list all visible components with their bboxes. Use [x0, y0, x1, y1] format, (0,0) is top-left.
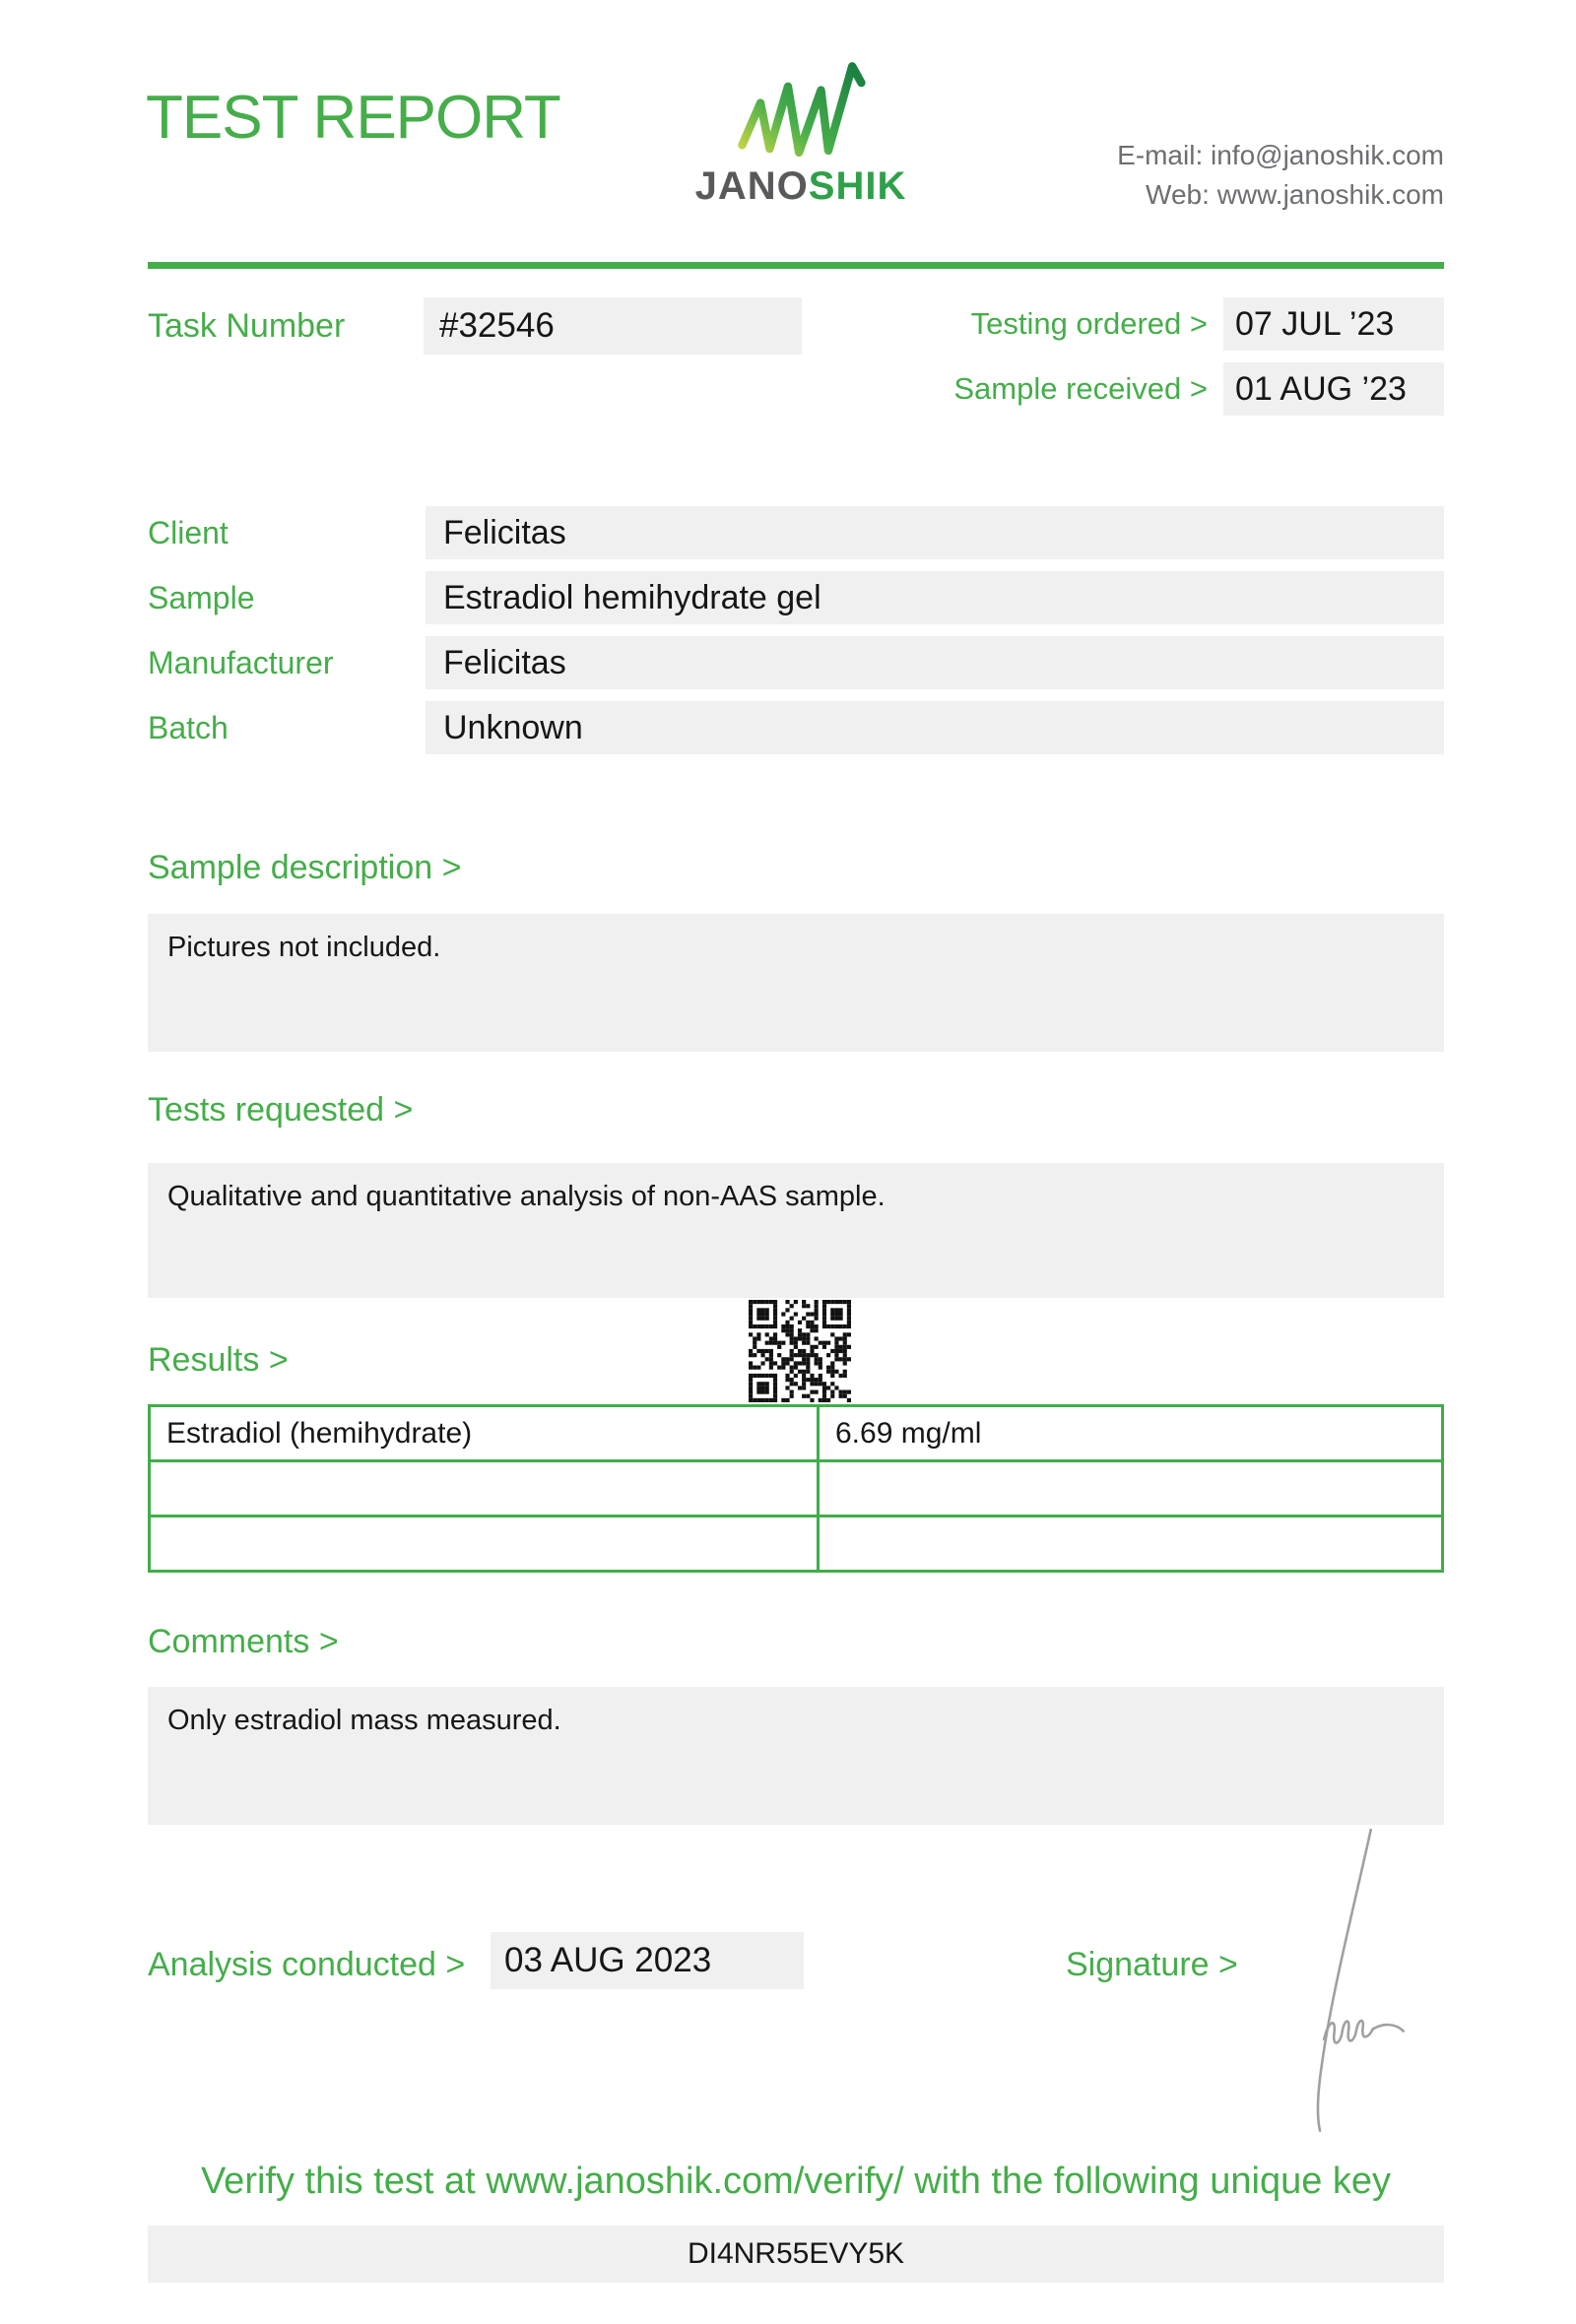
- sample-description-heading: Sample description >: [148, 849, 462, 886]
- result-cell-empty: [819, 1461, 1443, 1517]
- signature-label: Signature >: [1066, 1946, 1238, 1983]
- testing-ordered-row: [892, 297, 1444, 351]
- task-section: [148, 297, 1444, 416]
- results-heading: Results >: [148, 1341, 289, 1379]
- email-label: E-mail:: [1117, 140, 1204, 170]
- verify-instruction: Verify this test at www.janoshik.com/verify/ with the following unique key: [200, 2161, 1392, 2202]
- contact-email-line: [1117, 136, 1444, 175]
- analyte-cell-empty: [150, 1461, 819, 1517]
- logo-text-shik: SHIK: [808, 164, 907, 208]
- task-number-value: #32546: [424, 297, 802, 355]
- sample-received-value: 01 AUG ’23: [1223, 362, 1444, 416]
- sample-received-label: Sample received >: [953, 371, 1208, 406]
- sample-value: Estradiol hemihydrate gel: [426, 571, 1444, 624]
- logo-wordmark: [678, 164, 924, 209]
- comments-heading: Comments >: [148, 1623, 339, 1660]
- results-table: [148, 1404, 1444, 1573]
- result-cell: 6.69 mg/ml: [819, 1406, 1443, 1461]
- results-row-2: [150, 1461, 1443, 1517]
- info-row-client: [148, 506, 1444, 559]
- results-row-1: [150, 1406, 1443, 1461]
- logo-text-jano: JANO: [694, 164, 809, 208]
- info-row-manufacturer: [148, 636, 1444, 689]
- batch-label: Batch: [148, 710, 229, 745]
- info-fields: [148, 506, 1444, 766]
- web-value: www.janoshik.com: [1216, 179, 1444, 210]
- sample-description-text: Pictures not included.: [167, 932, 441, 963]
- info-row-sample: [148, 571, 1444, 624]
- verify-key: DI4NR55EVY5K: [687, 2237, 905, 2270]
- tests-requested-text: Qualitative and quantitative analysis of non-AAS sample.: [167, 1181, 886, 1212]
- testing-ordered-label: Testing ordered >: [970, 306, 1208, 341]
- manufacturer-label: Manufacturer: [148, 645, 334, 680]
- analyte-cell-empty: [150, 1517, 819, 1572]
- manufacturer-value: Felicitas: [426, 636, 1444, 689]
- comments-box: [148, 1687, 1444, 1825]
- results-row-3: [150, 1517, 1443, 1572]
- analysis-conducted-value: 03 AUG 2023: [491, 1932, 804, 1989]
- verify-key-box: [148, 2226, 1444, 2283]
- sample-received-row: [892, 362, 1444, 416]
- web-label: Web:: [1146, 179, 1210, 210]
- growth-chart-icon: [727, 57, 875, 163]
- analyte-cell: Estradiol (hemihydrate): [150, 1406, 819, 1461]
- result-cell-empty: [819, 1517, 1443, 1572]
- page-title: TEST REPORT: [146, 84, 560, 152]
- comments-text: Only estradiol mass measured.: [167, 1705, 561, 1736]
- batch-value: Unknown: [426, 701, 1444, 754]
- tests-requested-box: [148, 1163, 1444, 1298]
- client-label: Client: [148, 515, 229, 550]
- testing-ordered-value: 07 JUL ’23: [1223, 297, 1444, 351]
- sample-label: Sample: [148, 580, 255, 615]
- task-number-label: Task Number: [148, 307, 346, 345]
- info-row-batch: [148, 701, 1444, 754]
- tests-requested-heading: Tests requested >: [148, 1091, 414, 1129]
- sample-description-box: [148, 914, 1444, 1052]
- email-value: info@janoshik.com: [1211, 140, 1444, 170]
- janoshik-logo: [678, 57, 924, 209]
- client-value: Felicitas: [426, 506, 1444, 559]
- signature: [1280, 1824, 1418, 2144]
- contact-web-line: [1117, 175, 1444, 215]
- qr-code: [749, 1300, 851, 1402]
- header-divider: [148, 262, 1444, 269]
- contact-block: [1117, 136, 1444, 215]
- analysis-conducted-label: Analysis conducted >: [148, 1946, 466, 1983]
